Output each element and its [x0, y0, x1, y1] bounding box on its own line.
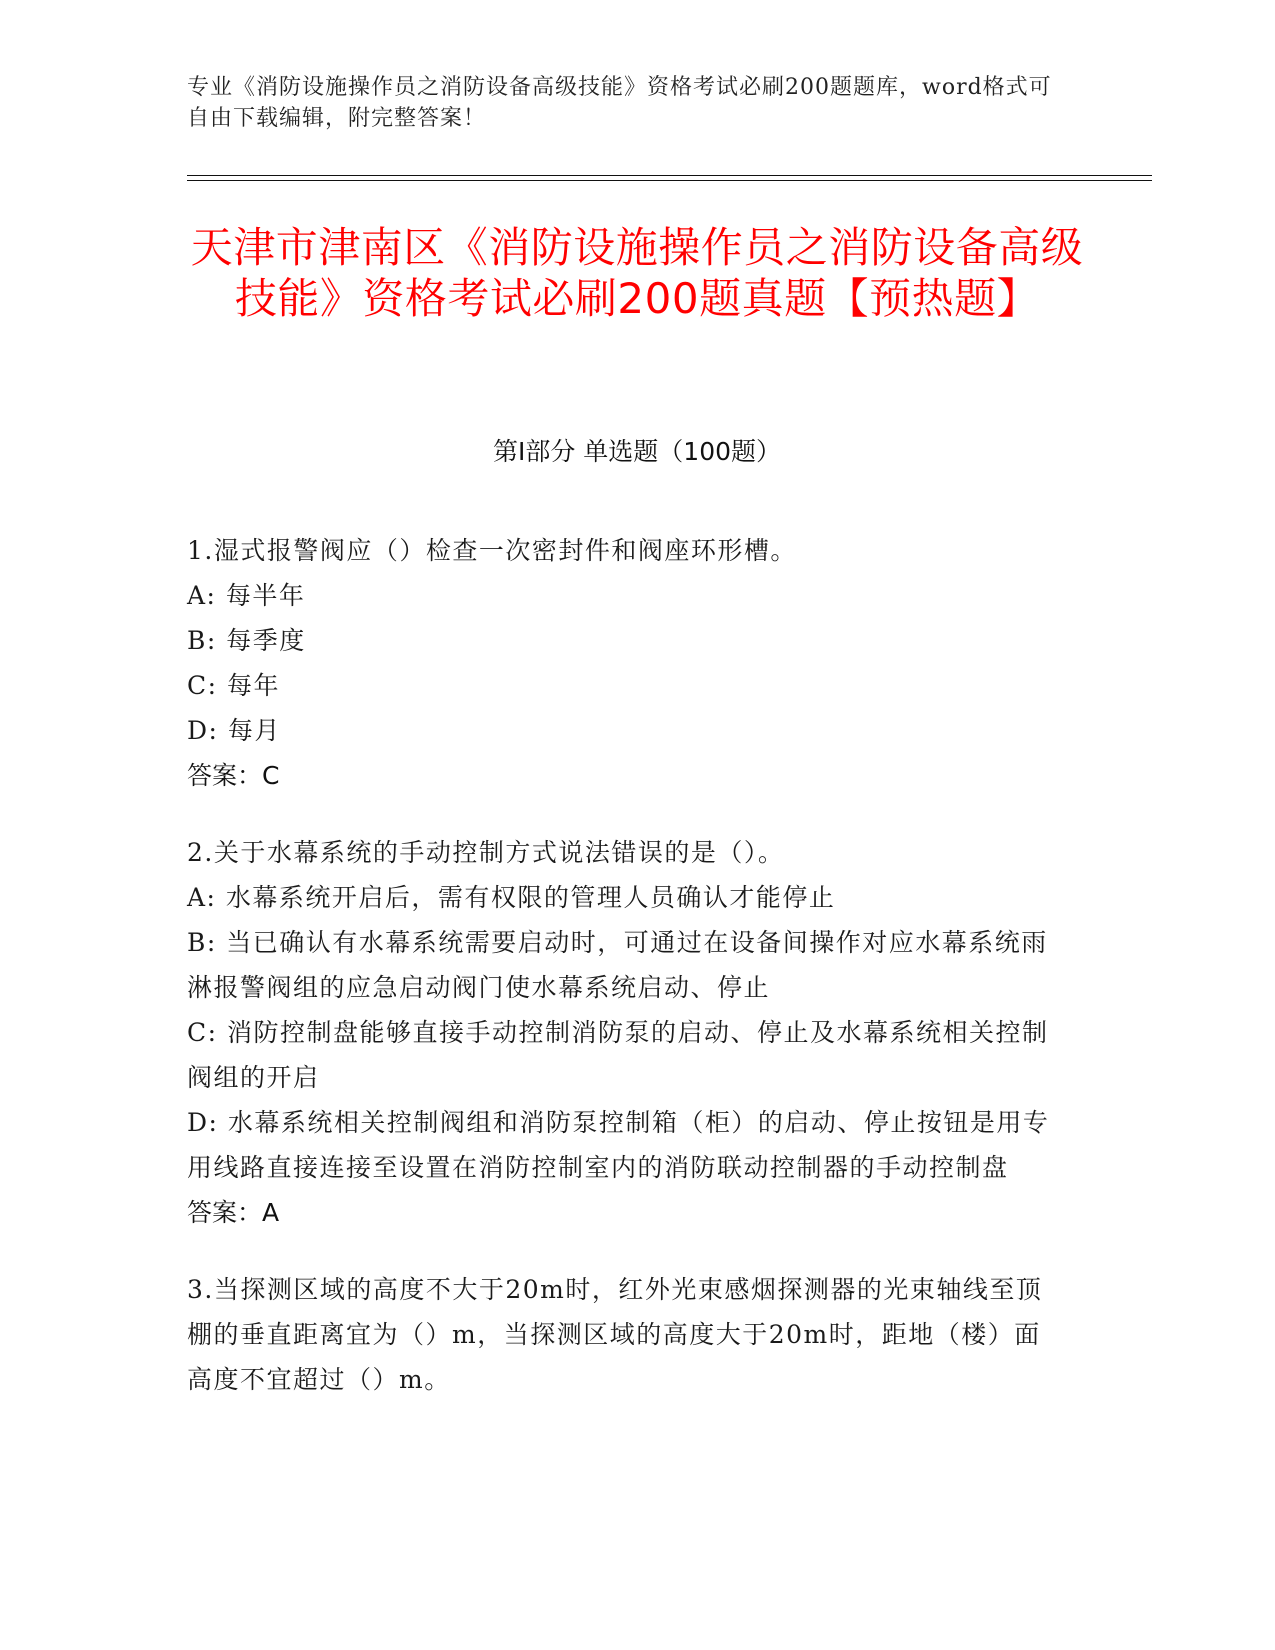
option-a: A: 水幕系统开启后，需有权限的管理人员确认才能停止: [187, 883, 836, 912]
option-d: D: 水幕系统相关控制阀组和消防泵控制箱（柜）的启动、停止按钮是用专用线路直接连接至设置在消防控制室内的消防联动控制器的手动控制盘: [187, 1108, 1050, 1182]
header-divider-bottom: [187, 180, 1152, 181]
document-title: 天津市津南区《消防设施操作员之消防设备高级技能》资格考试必刷200题真题【预热题】: [190, 223, 1084, 323]
question-1: [187, 528, 1067, 798]
header-divider-top: [187, 175, 1152, 176]
question-list: [187, 528, 1067, 1434]
question-text: 2.关于水幕系统的手动控制方式说法错误的是（）。: [187, 838, 785, 867]
option-d: D: 每月: [187, 716, 281, 745]
header-note: 专业《消防设施操作员之消防设备高级技能》资格考试必刷200题题库，word格式可自由下载编辑，附完整答案！: [187, 75, 1052, 131]
answer: 答案：C: [187, 761, 280, 790]
option-b: B: 每季度: [187, 626, 306, 655]
question-3: [187, 1267, 1067, 1402]
answer: 答案：A: [187, 1198, 280, 1227]
option-c: C: 每年: [187, 671, 280, 700]
option-a: A: 每半年: [187, 581, 306, 610]
question-text: 3.当探测区域的高度不大于20m时，红外光束感烟探测器的光束轴线至顶棚的垂直距离宜为（）m，当探测区域的高度大于20m时，距地（楼）面高度不宜超过（）m。: [187, 1275, 1043, 1394]
question-2: [187, 830, 1067, 1235]
section-title: 第I部分 单选题（100题）: [492, 437, 782, 466]
question-text: 1.湿式报警阀应（）检查一次密封件和阀座环形槽。: [187, 536, 797, 565]
option-b: B: 当已确认有水幕系统需要启动时，可通过在设备间操作对应水幕系统雨淋报警阀组的应急启动阀门使水幕系统启动、停止: [187, 928, 1048, 1002]
option-c: C: 消防控制盘能够直接手动控制消防泵的启动、停止及水幕系统相关控制阀组的开启: [187, 1018, 1049, 1092]
